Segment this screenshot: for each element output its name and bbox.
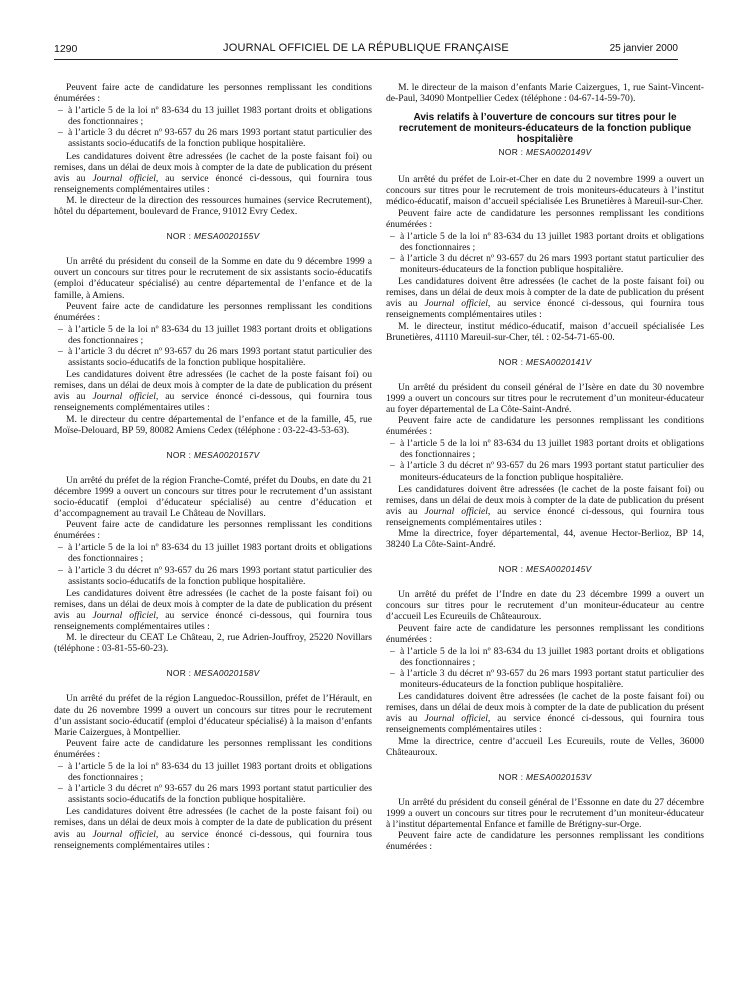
conditions-list bbox=[386, 231, 704, 275]
notice-body: Un arrêté du préfet de l’Indre en date du 23 décembre 1999 a ouvert un concours sur titres pour le recrutement d’un moniteur-éducateur au centre d’accueil Les Ecureuils de Châteauroux. bbox=[386, 589, 704, 623]
nor-reference: NOR : MESA0020157V bbox=[166, 449, 260, 460]
list-item: – à l’article 3 du décret nº 93-657 du 26 mars 1993 portant statut particulier des moniteurs-éducateurs de la fonction publique hospitalière. bbox=[390, 252, 704, 276]
conditions-list bbox=[386, 646, 704, 690]
nor-reference: NOR : MESA0020153V bbox=[498, 771, 592, 782]
conditions-list bbox=[54, 761, 372, 805]
application-text: Les candidatures doivent être adressées (le cachet de la poste faisant foi) ou remises, dans un délai de deux mois à compter de la date de publication du présent avis au Journal officiel, au service énoncé ci-dessous, qui fournira tous renseignements complémentaires utiles : bbox=[386, 276, 705, 321]
nor-reference: NOR : MESA0020145V bbox=[498, 564, 592, 575]
eligibility-text: Peuvent faire acte de candidature les personnes remplissant les conditions énumérées : bbox=[54, 82, 372, 105]
notice-essonne bbox=[386, 797, 704, 852]
list-item: – à l’article 5 de la loi nº 83-634 du 13 juillet 1983 portant droits et obligations des fonctionnaires ; bbox=[390, 230, 704, 253]
eligibility-text: Peuvent faire acte de candidature les personnes remplissant les conditions énumérées : bbox=[54, 300, 372, 323]
notice-body: Un arrêté du président du conseil général de l’Essonne en date du 27 décembre 1999 a ouvert un concours sur titres pour le recrutement d’un moniteur-éducateur à l’institut départemental Enfance et famille de Brétigny-sur-Orge. bbox=[386, 796, 704, 830]
eligibility-text: Peuvent faire acte de candidature les personnes remplissant les conditions énumérées : bbox=[386, 207, 704, 230]
eligibility-text: Peuvent faire acte de candidature les personnes remplissant les conditions énumérées : bbox=[386, 830, 704, 853]
journal-title: JOURNAL OFFICIEL DE LA RÉPUBLIQUE FRANÇAISE bbox=[223, 42, 509, 54]
list-item: – à l’article 3 du décret nº 93-657 du 26 mars 1993 portant statut particulier des assistants socio-éducatifs de la fonction publique hospitalière. bbox=[58, 783, 372, 806]
notice-body: Un arrêté du préfet de Loir-et-Cher en date du 2 novembre 1999 a ouvert un concours sur titres pour le recrutement de trois moniteurs-éducateurs à l’institut médico-éducatif, maison d’accueil spécialisée Les Brunetières à Mareuil-sur-Cher. bbox=[386, 174, 704, 208]
notice-loir-et-cher bbox=[386, 174, 704, 342]
application-text: Les candidatures doivent être adressées (le cachet de la poste faisant foi) ou remises, dans un délai de deux mois à compter de la date de publication du présent avis au Journal officiel, au service énoncé ci-dessous, qui fournira tous renseignements complémentaires utiles : bbox=[54, 150, 373, 195]
notice-isere bbox=[386, 382, 704, 550]
list-item: – à l’article 5 de la loi nº 83-634 du 13 juillet 1983 portant droits et obligations des fonctionnaires ; bbox=[58, 105, 372, 128]
contact-address: Mme la directrice, centre d’accueil Les Ecureuils, route de Velles, 36000 Châteauroux. bbox=[386, 735, 704, 758]
publication-date: 25 janvier 2000 bbox=[609, 43, 678, 54]
eligibility-text: Peuvent faire acte de candidature les personnes remplissant les conditions énumérées : bbox=[54, 737, 372, 760]
eligibility-text: Peuvent faire acte de candidature les personnes remplissant les conditions énumérées : bbox=[386, 622, 704, 645]
notice-continued bbox=[54, 82, 372, 217]
application-text: Les candidatures doivent être adressées (le cachet de la poste faisant foi) ou remises, dans un délai de deux mois à compter de la date de publication du présent avis au Journal officiel, au service énoncé ci-dessous, qui fournira tous renseignements complémentaires utiles : bbox=[386, 691, 705, 736]
page-header bbox=[54, 37, 678, 57]
list-item: – à l’article 5 de la loi nº 83-634 du 13 juillet 1983 portant droits et obligations des fonctionnaires ; bbox=[58, 323, 372, 346]
right-column bbox=[386, 82, 704, 852]
list-item: – à l’article 5 de la loi nº 83-634 du 13 juillet 1983 portant droits et obligations des fonctionnaires ; bbox=[58, 542, 372, 565]
notice-indre bbox=[386, 589, 704, 757]
notice-herault bbox=[54, 693, 372, 850]
contact-address: M. le directeur du centre départemental de l’enfance et de la famille, 45, rue Moïse-Delouard, BP 59, 80082 Amiens Cedex (téléphone : 03-22-43-53-63). bbox=[54, 413, 372, 436]
nor-reference: NOR : MESA0020149V bbox=[498, 147, 592, 158]
nor-reference: NOR : MESA0020155V bbox=[166, 231, 260, 242]
eligibility-text: Peuvent faire acte de candidature les personnes remplissant les conditions énumérées : bbox=[54, 519, 372, 542]
contact-address: M. le directeur de la maison d’enfants Marie Caizergues, 1, rue Saint-Vincent-de-Paul, 34090 Montpellier Cedex (téléphone : 04-67-14-59-70). bbox=[386, 82, 704, 105]
nor-reference: NOR : MESA0020158V bbox=[166, 668, 260, 679]
list-item: – à l’article 5 de la loi nº 83-634 du 13 juillet 1983 portant droits et obligations des fonctionnaires ; bbox=[390, 438, 704, 461]
header-divider bbox=[54, 59, 678, 60]
notice-body: Un arrêté du préfet de la région Languedoc-Roussillon, préfet de l’Hérault, en date du 26 novembre 1999 a ouvert un concours sur titres pour le recrutement d’un assistant socio-éducatif (emploi d’éducateur spécialisé) à la maison d’enfants Marie Caizergues, à Montpellier. bbox=[54, 693, 372, 738]
contact-address: M. le directeur, institut médico-éducatif, maison d’accueil spécialisée Les Brunetières, 41110 Mareuil-sur-Cher, tél. : 02-54-71-65-00. bbox=[386, 320, 704, 343]
list-item: – à l’article 3 du décret nº 93-657 du 26 mars 1993 portant statut particulier des assistants socio-éducatifs de la fonction publique hospitalière. bbox=[58, 127, 372, 150]
notice-body: Un arrêté du préfet de la région Franche-Comté, préfet du Doubs, en date du 21 décembre 1999 a ouvert un concours sur titres pour le recrutement d’un assistant socio-éducatif (emploi d’éducateur spécialisé) au centre d’éducation et d’accompagnement au travail Le Château de Novillars. bbox=[54, 474, 372, 520]
contact-address: M. le directeur de la direction des ressources humaines (service Recrutement), hôtel du département, boulevard de France, 91012 Evry Cedex. bbox=[54, 194, 372, 218]
application-text: Les candidatures doivent être adressées (le cachet de la poste faisant foi) ou remises, dans un délai de deux mois à compter de la date de publication du présent avis au Journal officiel, au service énoncé ci-dessous, qui fournira tous renseignements complémentaires utiles : bbox=[386, 483, 705, 528]
left-column bbox=[54, 82, 372, 851]
eligibility-text: Peuvent faire acte de candidature les personnes remplissant les conditions énumérées : bbox=[386, 415, 704, 438]
application-text: Les candidatures doivent être adressées (le cachet de la poste faisant foi) ou remises, dans un délai de deux mois à compter de la date de publication du présent avis au Journal officiel, au service énoncé ci-dessous, qui fournira tous renseignements complémentaires utiles : bbox=[54, 369, 373, 414]
list-item: – à l’article 3 du décret nº 93-657 du 26 mars 1993 portant statut particulier des moniteurs-éducateurs de la fonction publique hospitalière. bbox=[390, 460, 704, 483]
section-title: Avis relatifs à l’ouverture de concours sur titres pour le recrutement de moniteurs-éducateurs de la fonction publique hospitalière bbox=[398, 112, 692, 146]
conditions-list bbox=[54, 105, 372, 149]
list-item: – à l’article 3 du décret nº 93-657 du 26 mars 1993 portant statut particulier des assistants socio-éducatifs de la fonction publique hospitalière. bbox=[58, 345, 372, 369]
application-text: Les candidatures doivent être adressées (le cachet de la poste faisant foi) ou remises, dans un délai de deux mois à compter de la date de publication du présent avis au Journal officiel, au service énoncé ci-dessous, qui fournira tous renseignements complémentaires utiles : bbox=[54, 806, 373, 851]
conditions-list bbox=[386, 438, 704, 482]
notice-body: Un arrêté du président du conseil général de l’Isère en date du 30 novembre 1999 a ouvert un concours sur titres pour le recrutement d’un moniteur-éducateur au foyer départemental de La Côte-Saint-André. bbox=[386, 381, 704, 415]
list-item: – à l’article 5 de la loi nº 83-634 du 13 juillet 1983 portant droits et obligations des fonctionnaires ; bbox=[390, 645, 704, 668]
conditions-list bbox=[54, 324, 372, 368]
contact-address: Mme la directrice, foyer départemental, 44, avenue Hector-Berlioz, BP 14, 38240 La Côte-Saint-André. bbox=[386, 528, 704, 551]
application-text: Les candidatures doivent être adressées (le cachet de la poste faisant foi) ou remises, dans un délai de deux mois à compter de la date de publication du présent avis au Journal officiel, au service énoncé ci-dessous, qui fournira tous renseignements complémentaires utiles : bbox=[54, 587, 373, 633]
list-item: – à l’article 3 du décret nº 93-657 du 26 mars 1993 portant statut particulier des assistants socio-éducatifs de la fonction publique hospitalière. bbox=[58, 564, 372, 587]
notice-doubs bbox=[54, 475, 372, 655]
notice-body: Un arrêté du président du conseil de la Somme en date du 9 décembre 1999 a ouvert un concours sur titres pour le recrutement de six assistants socio-éducatifs (emploi d’éducateur spécialisé) au centre départemental de l’enfance et de la famille, à Amiens. bbox=[54, 256, 372, 301]
page-number: 1290 bbox=[54, 43, 78, 55]
notice-somme bbox=[54, 256, 372, 436]
list-item: – à l’article 3 du décret nº 93-657 du 26 mars 1993 portant statut particulier des moniteurs-éducateurs de la fonction publique hospitalière. bbox=[390, 667, 704, 691]
conditions-list bbox=[54, 542, 372, 586]
contact-address: M. le directeur du CEAT Le Château, 2, rue Adrien-Jouffroy, 25220 Novillars (téléphone : 03-81-55-60-23). bbox=[54, 632, 372, 655]
list-item: – à l’article 5 de la loi nº 83-634 du 13 juillet 1983 portant droits et obligations des fonctionnaires ; bbox=[58, 760, 372, 784]
nor-reference: NOR : MESA0020141V bbox=[498, 356, 592, 367]
